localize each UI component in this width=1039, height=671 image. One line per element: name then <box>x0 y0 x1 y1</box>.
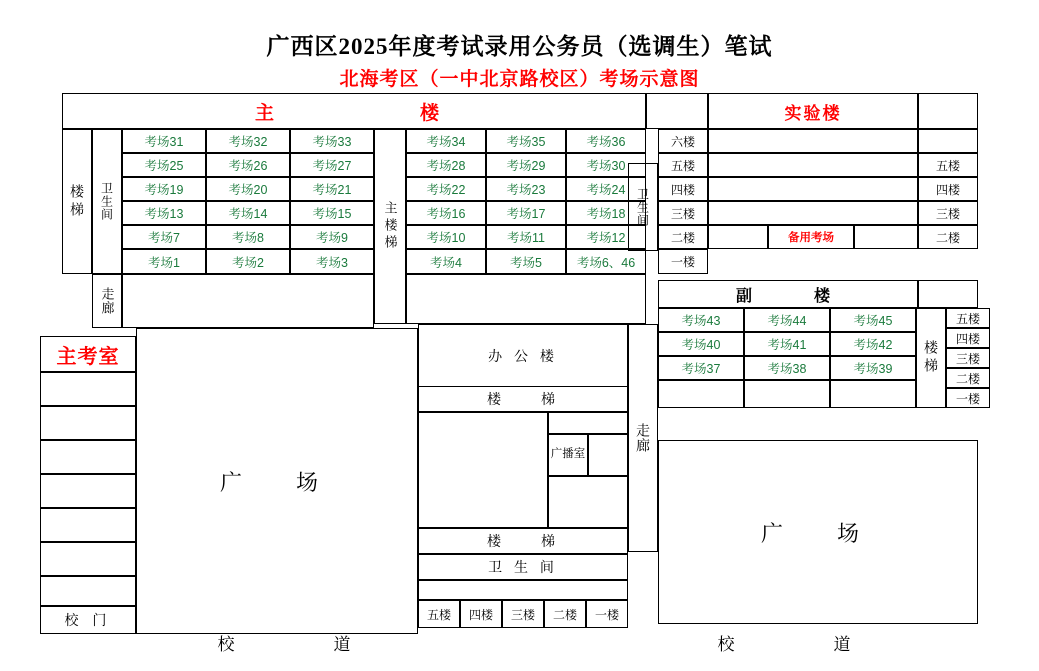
lab-building-header: 实验楼 <box>708 93 918 129</box>
lab-floor-col-header <box>918 93 978 129</box>
annex-stairs: 楼梯 <box>916 308 946 408</box>
room-cell: 考场23 <box>486 177 566 201</box>
corridor-space-right <box>406 274 646 324</box>
room-cell: 考场1 <box>122 249 206 274</box>
office-room-small <box>548 476 628 528</box>
room-cell: 考场7 <box>122 225 206 249</box>
room-cell: 考场12 <box>566 225 646 249</box>
corridor-right: 走廊 <box>628 324 658 552</box>
office-stairs-bottom: 楼 梯 <box>418 528 628 554</box>
main-floor-label: 四楼 <box>658 177 708 201</box>
office-stairs-top: 楼 梯 <box>418 386 628 412</box>
room-cell: 考场42 <box>830 332 916 356</box>
lab-cell-empty <box>918 129 978 153</box>
lab-cell-empty <box>708 153 918 177</box>
exam-office-box: 主考室 <box>40 336 136 372</box>
annex-cell-empty <box>830 380 916 408</box>
left-cell <box>40 508 136 542</box>
school-road-right: 校 道 <box>717 635 863 654</box>
room-cell: 考场21 <box>290 177 374 201</box>
left-cell <box>40 542 136 576</box>
room-cell: 考场32 <box>206 129 290 153</box>
office-toilet: 卫 生 间 <box>418 554 628 580</box>
room-cell: 考场43 <box>658 308 744 332</box>
lab-floor-label: 二楼 <box>918 225 978 249</box>
broadcast-room-label: 广播室 <box>550 448 586 461</box>
room-cell: 考场33 <box>290 129 374 153</box>
lab-floor-label: 四楼 <box>918 177 978 201</box>
room-cell: 考场9 <box>290 225 374 249</box>
lab-floor-label: 三楼 <box>918 201 978 225</box>
room-cell: 考场14 <box>206 201 290 225</box>
annex-cell-empty <box>658 380 744 408</box>
spare-exam-room: 备用考场 <box>768 225 854 249</box>
room-cell: 考场5 <box>486 249 566 274</box>
room-cell: 考场2 <box>206 249 290 274</box>
broadcast-room <box>548 434 588 476</box>
room-cell: 考场22 <box>406 177 486 201</box>
room-cell: 考场25 <box>122 153 206 177</box>
room-cell: 考场40 <box>658 332 744 356</box>
left-cell <box>40 372 136 406</box>
annex-floor-label: 四楼 <box>946 328 990 348</box>
left-cell <box>40 440 136 474</box>
room-cell: 考场44 <box>744 308 830 332</box>
room-cell: 考场31 <box>122 129 206 153</box>
corridor-space-left <box>122 274 374 328</box>
room-cell: 考场3 <box>290 249 374 274</box>
school-road-left: 校 道 <box>217 635 363 654</box>
room-cell: 考场6、46 <box>566 249 646 274</box>
main-stairs-column: 主楼梯 <box>374 129 406 324</box>
school-gate: 校 门 <box>40 606 136 634</box>
left-cell <box>40 406 136 440</box>
room-cell: 考场19 <box>122 177 206 201</box>
annex-floor-label: 三楼 <box>946 348 990 368</box>
room-cell: 考场38 <box>744 356 830 380</box>
annex-floor-label: 一楼 <box>946 388 990 408</box>
lab-cell-empty <box>708 225 768 249</box>
room-cell: 考场20 <box>206 177 290 201</box>
annex-header-spacer <box>918 280 978 308</box>
lab-cell-empty <box>708 129 918 153</box>
main-floor-label: 一楼 <box>658 249 708 274</box>
main-floor-col-header <box>646 93 708 129</box>
stairs-left: 楼梯 <box>62 129 92 274</box>
room-cell: 考场8 <box>206 225 290 249</box>
room-cell: 考场28 <box>406 153 486 177</box>
page-title-line1: 广西区2025年度考试录用公务员（选调生）笔试 <box>266 34 773 59</box>
room-cell: 考场17 <box>486 201 566 225</box>
annex-floor-label: 五楼 <box>946 308 990 328</box>
corridor-left: 走廊 <box>92 274 122 328</box>
room-cell: 考场18 <box>566 201 646 225</box>
office-room-small <box>548 412 628 434</box>
toilet-right: 卫生间 <box>628 163 658 251</box>
toilet-left: 卫生间 <box>92 129 122 274</box>
room-cell: 考场11 <box>486 225 566 249</box>
room-cell: 考场29 <box>486 153 566 177</box>
office-floor-label: 二楼 <box>544 600 586 628</box>
plaza-right: 广 场 <box>658 440 978 624</box>
room-cell: 考场34 <box>406 129 486 153</box>
room-cell: 考场4 <box>406 249 486 274</box>
room-cell: 考场36 <box>566 129 646 153</box>
annex-cell-empty <box>744 380 830 408</box>
room-cell: 考场27 <box>290 153 374 177</box>
office-room-large <box>418 412 548 528</box>
room-cell: 考场26 <box>206 153 290 177</box>
office-floor-label: 四楼 <box>460 600 502 628</box>
plaza-left: 广 场 <box>136 328 418 634</box>
main-floor-label: 五楼 <box>658 153 708 177</box>
lab-cell-empty <box>854 225 918 249</box>
left-cell <box>40 576 136 606</box>
room-cell: 考场24 <box>566 177 646 201</box>
office-building-header: 办 公 楼 <box>418 324 628 386</box>
room-cell: 考场45 <box>830 308 916 332</box>
page-title-line2: 北海考区（一中北京路校区）考场示意图 <box>339 69 700 90</box>
annex-building-header: 副 楼 <box>658 280 918 308</box>
lab-cell-empty <box>708 201 918 225</box>
main-floor-label: 二楼 <box>658 225 708 249</box>
room-cell: 考场41 <box>744 332 830 356</box>
room-cell: 考场39 <box>830 356 916 380</box>
main-building-header: 主 楼 <box>62 93 646 129</box>
office-floor-label: 三楼 <box>502 600 544 628</box>
office-cell-empty <box>418 580 628 600</box>
room-cell: 考场35 <box>486 129 566 153</box>
annex-floor-label: 二楼 <box>946 368 990 388</box>
lab-cell-empty <box>708 177 918 201</box>
office-room-small <box>588 434 628 476</box>
office-floor-label: 五楼 <box>418 600 460 628</box>
office-floor-label: 一楼 <box>586 600 628 628</box>
left-cell <box>40 474 136 508</box>
room-cell: 考场37 <box>658 356 744 380</box>
lab-floor-label: 五楼 <box>918 153 978 177</box>
room-cell: 考场16 <box>406 201 486 225</box>
main-floor-label: 六楼 <box>658 129 708 153</box>
room-cell: 考场30 <box>566 153 646 177</box>
room-cell: 考场13 <box>122 201 206 225</box>
main-floor-label: 三楼 <box>658 201 708 225</box>
room-cell: 考场10 <box>406 225 486 249</box>
room-cell: 考场15 <box>290 201 374 225</box>
